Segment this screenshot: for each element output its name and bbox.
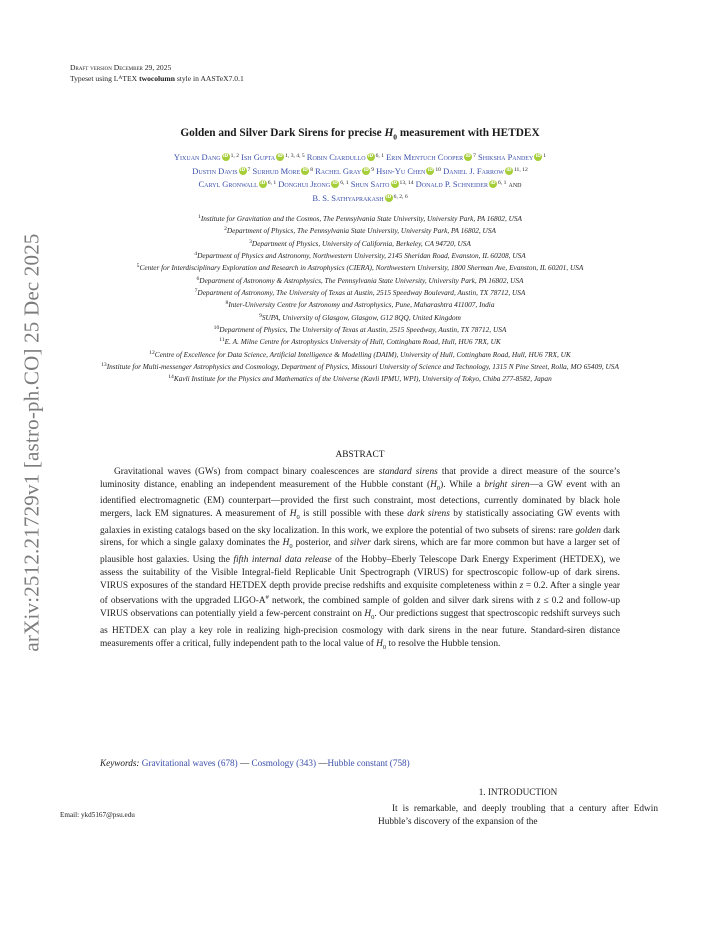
author xyxy=(315,166,374,176)
orcid-icon[interactable] xyxy=(489,180,497,188)
orcid-icon[interactable] xyxy=(464,153,472,161)
affiliation-text: Kavli Institute for the Physics and Mathematics of the Universe (Kavli IPMU, WPI), University of Tokyo, Chiba 277-8582, Japan xyxy=(173,374,552,384)
abs-text: to resolve the Hubble tension. xyxy=(386,638,501,649)
keywords xyxy=(100,758,620,768)
h0-subscript: 0 xyxy=(289,543,293,551)
orcid-icon[interactable] xyxy=(367,153,375,161)
typeset-suffix: style in AASTeX7.0.1 xyxy=(174,74,244,83)
keyword-sep: — xyxy=(316,758,328,768)
h0-symbol: H xyxy=(364,609,372,620)
author-affiliation-ref: 9 xyxy=(371,166,374,173)
affiliation-text: Inter-University Centre for Astronomy and Astrophysics, Pune, Maharashtra 411007, India xyxy=(228,300,495,310)
title-h-symbol: H xyxy=(384,127,394,139)
math-z: z xyxy=(536,596,541,607)
affiliation xyxy=(60,298,660,310)
h0-symbol: H xyxy=(289,509,297,520)
keyword-link[interactable]: Gravitational waves (678) xyxy=(141,758,238,768)
author xyxy=(307,152,384,162)
intro-paragraph: It is remarkable, and deeply troubling that a century after Edwin Hubble’s discovery of the expansion of the xyxy=(378,804,658,827)
affiliation-text: Department of Physics and Astronomy, Northwestern University, 2145 Sheridan Road, Evanston, IL 60208, USA xyxy=(197,251,526,261)
math-z: z xyxy=(519,580,524,591)
author-affiliation-ref: 7 xyxy=(247,166,251,173)
author xyxy=(351,179,414,189)
affiliation-number: 6 xyxy=(196,275,200,282)
orcid-icon[interactable] xyxy=(391,180,399,188)
affiliation xyxy=(60,372,660,384)
orcid-icon[interactable] xyxy=(222,153,230,161)
keyword-sep: — xyxy=(237,758,252,768)
author-name[interactable]: Donald P. Schneider xyxy=(415,179,488,190)
orcid-icon[interactable] xyxy=(276,153,284,161)
affiliation-number: 1 xyxy=(198,214,201,220)
affiliation-text: Department of Astronomy, The University of Texas at Austin, 2515 Speedway Boulevard, Austin, TX 78712, USA xyxy=(197,288,526,298)
author-name[interactable]: Caryl Gronwall xyxy=(198,179,258,190)
orcid-icon[interactable] xyxy=(259,180,267,188)
keywords-label: Keywords: xyxy=(100,758,140,768)
affiliation-number: 8 xyxy=(225,300,229,307)
affiliation-text: Department of Physics, The Pennsylvania State University, University Park, PA 16802, USA xyxy=(226,226,496,236)
author-affiliation-ref: 6, 1 xyxy=(267,180,277,187)
author xyxy=(416,179,507,189)
affiliation-text: Department of Astronomy & Astrophysics, The Pennsylvania State University, University Park, PA 16802, USA xyxy=(199,275,524,285)
affiliation-number: 9 xyxy=(259,312,262,319)
affiliation xyxy=(60,261,660,273)
draft-version-line xyxy=(70,63,244,73)
orcid-icon[interactable] xyxy=(426,167,434,175)
author xyxy=(278,179,348,189)
abs-text: and follow-up VIRUS observations can potentially yield a few-percent constraint on xyxy=(100,596,620,620)
title-part-a: Golden and Silver Dark Sirens for precise xyxy=(180,127,385,139)
h0-subscript: 0 xyxy=(371,614,375,622)
math-rel: = 0.2 xyxy=(523,580,546,591)
author-name[interactable]: Daniel J. Farrow xyxy=(443,165,504,176)
affiliation-number: 3 xyxy=(249,238,252,245)
abs-emph: standard sirens xyxy=(378,467,438,477)
abs-text: . After a single year of observations with the upgraded LIGO-A xyxy=(100,580,620,607)
draft-header xyxy=(70,63,244,84)
affiliation xyxy=(60,348,660,360)
draft-date: December 29, 2025 xyxy=(113,63,172,72)
orcid-icon[interactable] xyxy=(331,180,339,188)
author xyxy=(312,193,407,203)
intro-heading: 1. INTRODUCTION xyxy=(478,787,558,797)
author-affiliation-ref: 6, 1 xyxy=(375,153,384,159)
author-list xyxy=(70,150,650,204)
affiliation-number: 12 xyxy=(149,349,155,356)
author xyxy=(443,166,528,176)
affiliation xyxy=(60,212,660,224)
affiliation-text: Center for Interdisciplinary Exploration and Research in Astrophysics (CIERA), Northwestern University, 1800 Sherman Ave, Evanston, IL 60201, USA xyxy=(139,263,584,273)
orcid-icon[interactable] xyxy=(385,194,393,202)
abs-emph: silver xyxy=(350,538,371,549)
affiliation-text: E. A. Milne Centre for Astrophysics University of Hull, Cottingham Road, Hull, HU6 7RX, UK xyxy=(224,337,501,347)
author-affiliation-ref: 1, 2 xyxy=(230,153,240,159)
author xyxy=(199,179,277,189)
affiliation xyxy=(60,224,660,236)
arxiv-sidebar-stamp xyxy=(12,232,52,652)
latex-tex: TEX xyxy=(122,74,140,83)
affiliation xyxy=(60,311,660,323)
orcid-icon[interactable] xyxy=(534,153,542,161)
title-h-subscript: 0 xyxy=(393,132,398,142)
abs-emph: fifth internal data release xyxy=(233,555,332,566)
author-affiliation-ref: 6, 1 xyxy=(340,180,349,187)
h0-symbol: H xyxy=(282,538,290,549)
typeset-style: twocolumn xyxy=(139,74,175,83)
author-name[interactable]: Shiksha Pandey xyxy=(478,152,534,162)
affiliation xyxy=(60,274,660,286)
affiliation xyxy=(60,286,660,298)
author-affiliation-ref: 8 xyxy=(310,166,314,173)
affiliation-text: Centre of Excellence for Data Science, Artificial Intelligence & Modelling (DAIM), University of Hull, Cottingham Road, Hull, HU6 7RX, UK xyxy=(154,349,571,359)
orcid-icon[interactable] xyxy=(239,167,247,175)
math-rel: ≤ 0.2 xyxy=(540,596,564,607)
abs-text: posterior, and xyxy=(292,538,351,549)
author-name[interactable]: Erin Mentuch Cooper xyxy=(386,152,464,162)
h0-symbol: H xyxy=(376,638,383,649)
abs-text: ). While a xyxy=(440,479,485,490)
abs-text: . Our predictions suggest that spectroscopic redshift surveys such as HETDEX can play a key role in realizing high-precision cosmology with dark sirens in the near future. Standard-siren distance measurements offer a critical, fully independent path to the local value of xyxy=(100,609,620,649)
affiliation xyxy=(60,249,660,261)
affiliation-text: Department of Physics, University of California, Berkeley, CA 94720, USA xyxy=(251,238,471,248)
abs-text: dark sirens, which are far more common but have a larger set of plausible host galaxies. Using the xyxy=(100,538,620,566)
typeset-line xyxy=(70,73,244,84)
affiliation-text: SUPA, University of Glasgow, Glasgow, G12 8QQ, United Kingdom xyxy=(261,312,461,322)
author xyxy=(241,152,305,162)
author-name[interactable]: Rachel Gray xyxy=(315,165,362,176)
orcid-icon[interactable] xyxy=(505,167,513,175)
author xyxy=(478,152,546,162)
arxiv-id: arXiv:2512.21729v1 [astro-ph.CO] 25 Dec 2025 xyxy=(19,232,44,652)
paper-title xyxy=(70,127,650,141)
author-affiliation-ref: 7 xyxy=(473,153,476,159)
author-affiliation-ref: 13, 14 xyxy=(399,180,414,187)
h0-symbol: H xyxy=(430,479,437,490)
author-name[interactable]: Hsin-Yu Chen xyxy=(376,165,426,176)
latex-a: A xyxy=(118,75,123,81)
abs-text: by statistically associating GW events with galaxies in existing catalogs based on the sky localization. In this work, we explore the potential of two subsets of sirens: rare xyxy=(100,509,620,536)
author-name[interactable]: Surhud More xyxy=(252,165,301,176)
author-affiliation-ref: 6, 2, 6 xyxy=(393,193,408,200)
abs-text: network, the combined sample of golden and silver dark sirens with xyxy=(268,596,537,607)
affiliation-number: 14 xyxy=(168,374,174,381)
author xyxy=(386,152,476,162)
affiliation xyxy=(60,237,660,249)
abstract-heading: ABSTRACT xyxy=(335,450,385,460)
affiliation-text: Department of Physics, The University of Texas at Austin, 2515 Speedway, Austin, TX 78712, USA xyxy=(219,325,507,335)
h0-subscript: 0 xyxy=(436,484,441,492)
h0-subscript: 0 xyxy=(296,513,300,521)
abs-text: Gravitational waves (GWs) from compact binary coalescences are xyxy=(114,467,379,477)
author-name[interactable]: Donghui Jeong xyxy=(278,179,331,190)
ligo-superscript: # xyxy=(265,594,269,602)
affiliation xyxy=(60,323,660,335)
author xyxy=(252,166,313,176)
typeset-prefix: Typeset using L xyxy=(70,74,119,83)
affiliation-number: 11 xyxy=(219,337,225,344)
author-affiliation-ref: 6, 1 xyxy=(497,180,507,187)
author-name[interactable]: Shun Saito xyxy=(350,179,390,190)
abs-emph: golden xyxy=(575,525,601,536)
author-affiliation-ref: 11, 12 xyxy=(513,166,528,173)
author-name[interactable]: Dustin Davis xyxy=(192,165,238,176)
abs-text: dark sirens, for which a single galaxy dominates the xyxy=(100,525,620,549)
abs-emph: bright siren xyxy=(484,479,530,490)
abs-text: that provide a direct measure of the source’s luminosity distance, enabling an independent measurement of the Hubble constant ( xyxy=(100,467,620,490)
h0-subscript: 0 xyxy=(382,643,387,651)
affiliation-number: 5 xyxy=(136,263,140,270)
corresponding-email: Email: ykd5167@psu.edu xyxy=(60,811,135,819)
abs-text: of the Hobby–Eberly Telescope Dark Energy Experiment (HETDEX), we assess the suitability of the Visible Integral-field Replicable Unit Spectrograph (VIRUS) for spectroscopic follow-up of dark sirens. VIRUS exposures of the standard HETDEX depth provide precise redshifts and exquisite completeness within xyxy=(100,555,621,591)
abs-text: —a GW event with an identified electromagnetic (EM) counterpart—provided the first such constraint, most detections, currently dominated by black hole mergers, lack EM signatures. A measurement of xyxy=(100,479,621,520)
orcid-icon[interactable] xyxy=(362,167,370,175)
abs-text: is still possible with these xyxy=(299,509,408,520)
author xyxy=(376,166,441,176)
affiliation xyxy=(60,360,660,372)
author-name[interactable]: Yixuan Dang xyxy=(173,152,221,162)
affiliation-number: 4 xyxy=(194,251,198,258)
keyword-link[interactable]: Cosmology (343) xyxy=(251,758,317,768)
affiliation-number: 7 xyxy=(194,288,198,295)
keyword-link[interactable]: Hubble constant (758) xyxy=(327,758,410,768)
author-affiliation-ref: 1, 3, 4, 5 xyxy=(285,153,305,159)
affiliation-text: Institute for Multi-messenger Astrophysics and Cosmology, Department of Physics, Missouri University of Science and Technology, 1315 N Pine Street, Rolla, MO 65409, USA xyxy=(106,362,619,372)
affiliation-number: 2 xyxy=(224,226,227,233)
draft-label: Draft version xyxy=(70,63,112,72)
author-name[interactable]: Ish Gupta xyxy=(241,152,276,162)
affiliation-number: 13 xyxy=(101,362,107,369)
orcid-icon[interactable] xyxy=(301,167,309,175)
and-connector: and xyxy=(508,179,522,190)
abs-emph: dark sirens xyxy=(407,509,450,520)
author xyxy=(174,152,239,162)
author-name[interactable]: B. S. Sathyaprakash xyxy=(312,192,384,203)
author-name[interactable]: Robin Ciardullo xyxy=(306,152,366,162)
affiliation-list xyxy=(60,212,660,385)
affiliation-number: 10 xyxy=(213,325,220,332)
author xyxy=(192,166,250,176)
title-part-b: measurement with HETDEX xyxy=(397,127,540,139)
affiliation-text: Institute for Gravitation and the Cosmos, The Pennsylvania State University, University Park, PA 16802, USA xyxy=(200,214,522,223)
author-affiliation-ref: 10 xyxy=(435,166,441,173)
abstract-body xyxy=(100,466,620,654)
author-affiliation-ref: 1 xyxy=(543,153,547,159)
affiliation xyxy=(60,335,660,347)
